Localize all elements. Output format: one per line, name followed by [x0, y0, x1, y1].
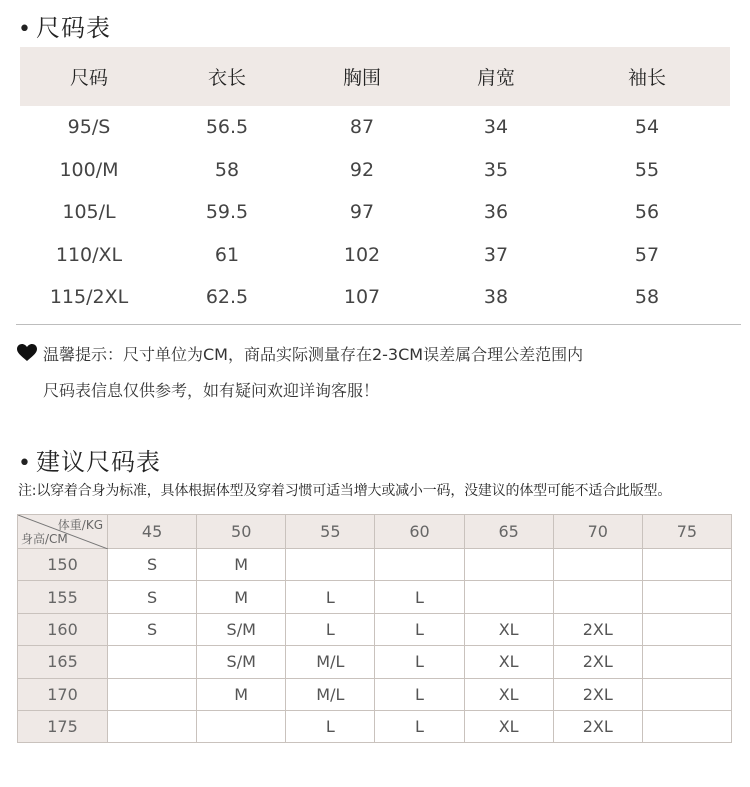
recommend-size-cell: 2XL: [553, 613, 642, 645]
size-cell: 110/XL: [55, 243, 123, 266]
weight-header: 65: [464, 515, 553, 549]
section-divider: [16, 324, 741, 325]
height-header: 165: [18, 646, 108, 678]
recommend-size-cell: L: [375, 678, 464, 710]
size-cell: 37: [483, 243, 509, 266]
size-cell: 97: [349, 201, 375, 224]
size-cell: 102: [343, 243, 381, 266]
recommend-size-cell: L: [286, 613, 375, 645]
recommend-size-cell: M/L: [286, 646, 375, 678]
size-header-cell: 胸围: [296, 47, 428, 106]
weight-header: 60: [375, 515, 464, 549]
size-row: [20, 276, 730, 319]
size-header-cell: 袖长: [564, 47, 730, 106]
size-cell: 56: [634, 201, 660, 224]
recommend-size-cell: S: [108, 549, 197, 581]
recommend-size-cell: M/L: [286, 678, 375, 710]
recommend-size-cell: 2XL: [553, 710, 642, 742]
height-header: 170: [18, 678, 108, 710]
recommend-size-cell: [642, 613, 731, 645]
recommend-size-cell: S/M: [197, 613, 286, 645]
recommend-size-cell: L: [375, 613, 464, 645]
recommend-size-cell: S: [108, 581, 197, 613]
recommend-size-cell: [642, 581, 731, 613]
recommend-row: [18, 646, 732, 678]
size-cell: 35: [483, 158, 509, 181]
recommend-size-cell: XL: [464, 710, 553, 742]
height-header: 175: [18, 710, 108, 742]
size-cell: 57: [634, 243, 660, 266]
recommend-size-cell: XL: [464, 646, 553, 678]
recommend-size-cell: [464, 581, 553, 613]
recommend-size-cell: L: [375, 581, 464, 613]
recommend-row: [18, 613, 732, 645]
size-cell: 58: [214, 158, 240, 181]
corner-cell: [18, 515, 108, 549]
size-cell: 58: [634, 286, 660, 309]
size-cell: 107: [343, 286, 381, 309]
size-chart-body: [20, 106, 730, 319]
size-cell: 87: [349, 116, 375, 139]
recommend-row: [18, 581, 732, 613]
recommend-size-cell: L: [286, 710, 375, 742]
weight-header: 50: [197, 515, 286, 549]
recommend-size-cell: L: [375, 646, 464, 678]
bullet-icon: •: [18, 451, 32, 476]
recommend-size-cell: [108, 678, 197, 710]
recommend-row: [18, 710, 732, 742]
recommend-chart-title: [18, 442, 161, 477]
recommend-size-cell: [108, 710, 197, 742]
size-cell: 59.5: [205, 201, 249, 224]
size-row: [20, 191, 730, 234]
size-cell: 61: [214, 243, 240, 266]
height-header: 150: [18, 549, 108, 581]
recommend-size-cell: L: [286, 581, 375, 613]
height-header: 160: [18, 613, 108, 645]
recommend-chart-title-text: 建议尺码表: [36, 448, 161, 476]
recommend-note: 注:以穿着合身为标准，具体根据体型及穿着习惯可适当增大或减小一码，没建议的体型可能不适合此版型。: [18, 483, 672, 499]
recommend-size-cell: [642, 549, 731, 581]
recommend-row: [18, 678, 732, 710]
bullet-icon: •: [18, 17, 32, 42]
height-header: 155: [18, 581, 108, 613]
recommend-size-cell: [553, 549, 642, 581]
tip-line-1: 温馨提示：尺寸单位为CM，商品实际测量存在2-3CM误差属合理公差范围内: [43, 345, 584, 364]
recommend-size-cell: [197, 710, 286, 742]
recommend-size-cell: L: [375, 710, 464, 742]
recommend-chart-table: [17, 514, 732, 743]
corner-weight-label: 体重/KG: [57, 518, 103, 532]
size-row: [20, 106, 730, 149]
weight-header: 75: [642, 515, 731, 549]
recommend-size-cell: [642, 646, 731, 678]
weight-header: 55: [286, 515, 375, 549]
recommend-header-row: [18, 515, 732, 549]
size-chart-title-text: 尺码表: [36, 14, 111, 42]
corner-height-label: 身高/CM: [21, 532, 68, 546]
size-chart-table: [20, 47, 730, 319]
recommend-size-cell: [642, 678, 731, 710]
recommend-size-cell: S/M: [197, 646, 286, 678]
size-cell: 56.5: [205, 116, 249, 139]
size-row: [20, 149, 730, 192]
recommend-size-cell: 2XL: [553, 678, 642, 710]
size-cell: 54: [634, 116, 660, 139]
recommend-size-cell: XL: [464, 613, 553, 645]
recommend-size-cell: [108, 646, 197, 678]
recommend-size-cell: M: [197, 549, 286, 581]
recommend-row: [18, 549, 732, 581]
recommend-size-cell: [286, 549, 375, 581]
size-cell: 105/L: [62, 201, 116, 224]
recommend-size-cell: [464, 549, 553, 581]
recommend-size-cell: [553, 581, 642, 613]
size-header-cell: 衣长: [158, 47, 296, 106]
size-cell: 95/S: [67, 116, 111, 139]
size-cell: 55: [634, 158, 660, 181]
size-header-cell: 尺码: [20, 47, 158, 106]
size-cell: 36: [483, 201, 509, 224]
size-cell: 38: [483, 286, 509, 309]
recommend-size-cell: S: [108, 613, 197, 645]
recommend-size-cell: M: [197, 678, 286, 710]
recommend-size-cell: 2XL: [553, 646, 642, 678]
size-cell: 115/2XL: [49, 286, 129, 309]
recommend-size-cell: XL: [464, 678, 553, 710]
size-header-cell: 肩宽: [428, 47, 564, 106]
size-row: [20, 234, 730, 277]
recommend-size-cell: [642, 710, 731, 742]
weight-header: 45: [108, 515, 197, 549]
tip-line-2: 尺码表信息仅供参考，如有疑问欢迎详询客服！: [43, 381, 380, 400]
recommend-chart-body: [18, 549, 732, 743]
recommend-size-cell: [375, 549, 464, 581]
size-cell: 34: [483, 116, 509, 139]
size-chart-header-row: [20, 47, 730, 106]
size-cell: 100/M: [59, 158, 119, 181]
size-chart-title: [18, 8, 111, 43]
size-cell: 92: [349, 158, 375, 181]
recommend-size-cell: M: [197, 581, 286, 613]
weight-header: 70: [553, 515, 642, 549]
heart-icon: [17, 344, 37, 362]
size-cell: 62.5: [205, 286, 249, 309]
